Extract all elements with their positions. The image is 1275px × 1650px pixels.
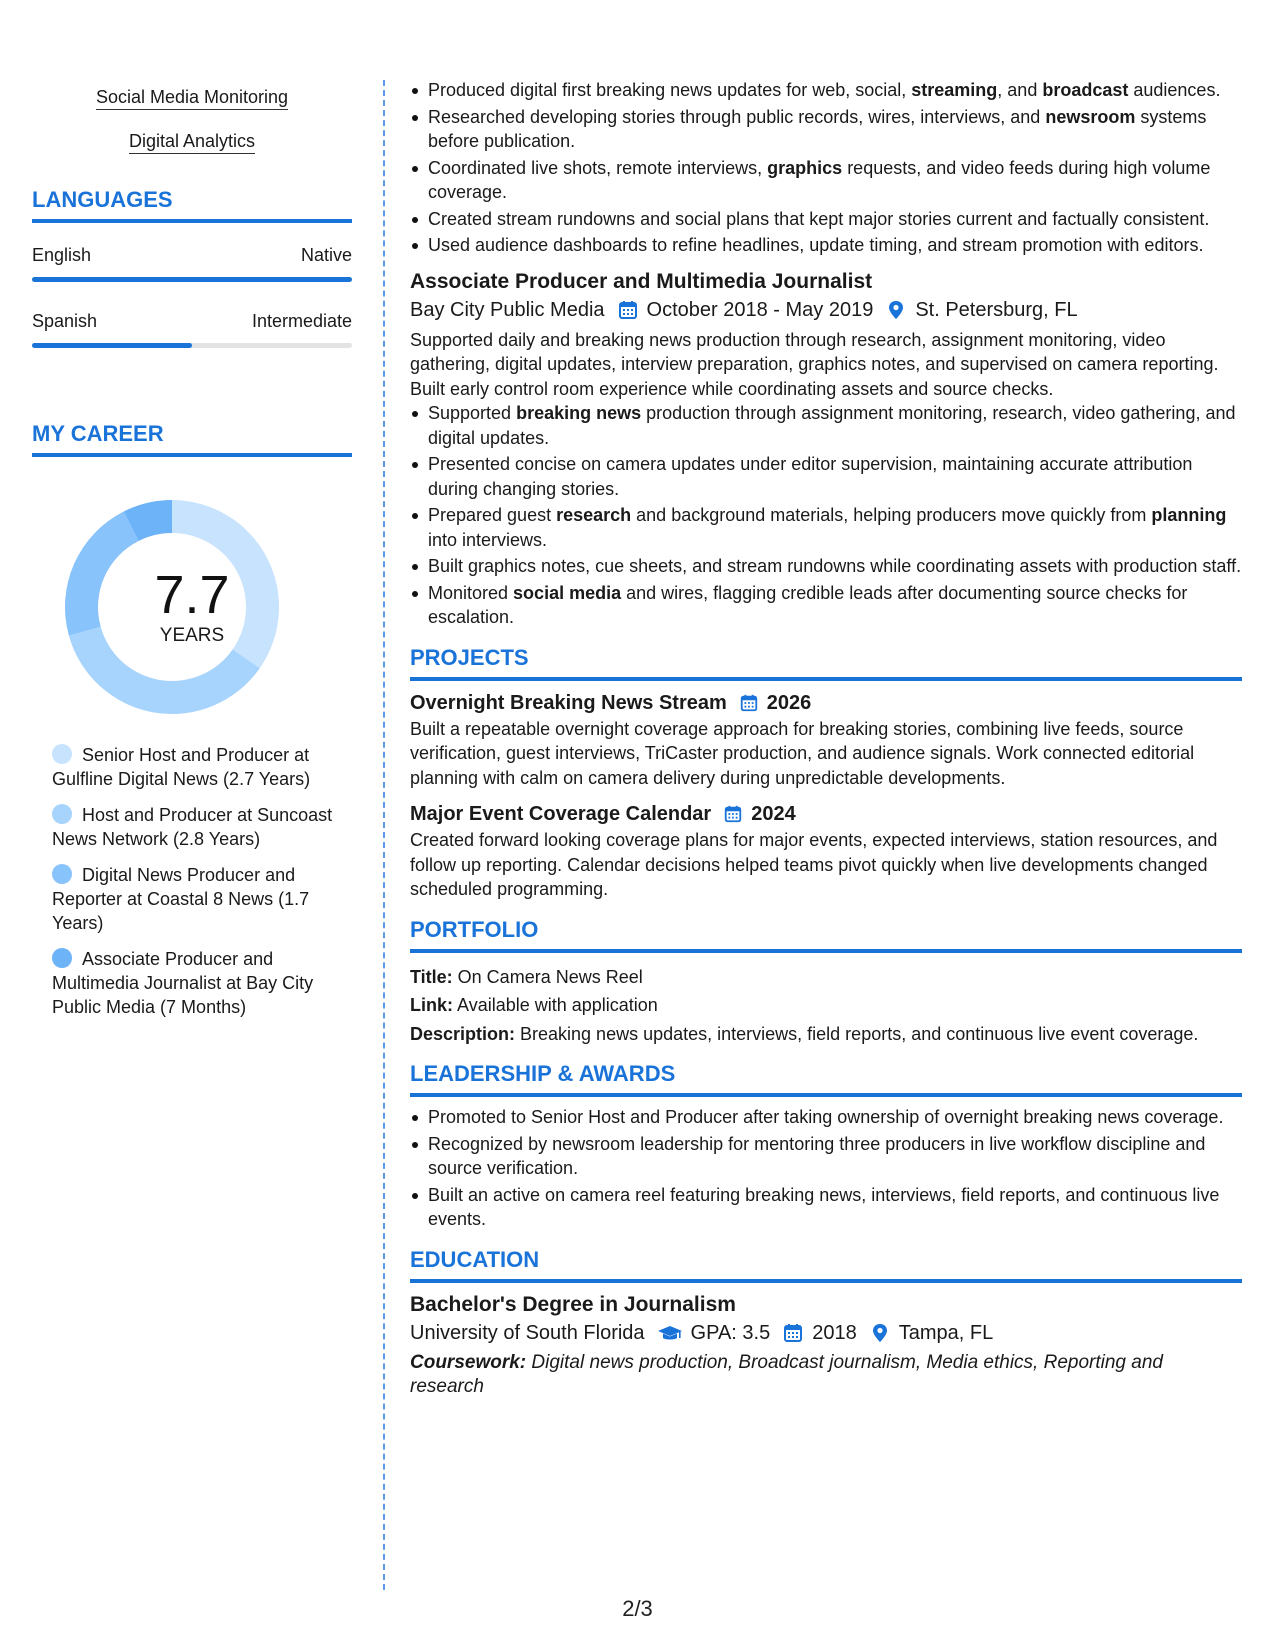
job-meta	[410, 296, 1242, 324]
bullet-item: Produced digital first breaking news updates for web, social, streaming, and broadcast audiences.	[410, 78, 1242, 103]
section-rule	[32, 219, 352, 223]
section-rule	[410, 1279, 1242, 1283]
calendar-icon	[723, 804, 743, 824]
proficiency-fill	[32, 343, 192, 348]
proficiency-fill	[32, 277, 352, 282]
portfolio-description: Description: Breaking news updates, interviews, field reports, and continuous live event coverage.	[410, 1023, 1199, 1044]
graduation-year: 2018	[812, 1321, 857, 1344]
section-rule	[410, 949, 1242, 953]
bullet-item: Researched developing stories through public records, wires, interviews, and newsroom systems before publication.	[410, 105, 1242, 154]
bullet-item: Monitored social media and wires, flagging credible leads after documenting source checks for escalation.	[410, 581, 1242, 630]
project-year: 2024	[751, 803, 796, 825]
career-legend	[32, 743, 352, 1019]
proficiency-bar	[32, 343, 352, 348]
job-bullets	[410, 401, 1242, 630]
bullet-item: Supported breaking news production through assignment monitoring, research, video gathering, and digital updates.	[410, 401, 1242, 450]
location-pin-icon	[869, 1322, 891, 1344]
leadership-section	[410, 1060, 1242, 1232]
section-title: LEADERSHIP & AWARDS	[410, 1061, 676, 1086]
portfolio-section	[410, 916, 1242, 1047]
left-column	[32, 84, 352, 1031]
language-name: English	[32, 245, 92, 265]
graduation-cap-icon	[657, 1322, 683, 1344]
proficiency-bar	[32, 277, 352, 282]
language-item	[32, 309, 352, 348]
career-total: 7.7	[154, 565, 230, 625]
legend-item: Associate Producer and Multimedia Journalist at Bay City Public Media (7 Months)	[52, 949, 314, 1017]
bullet-item: Used audience dashboards to refine headlines, update timing, and stream promotion with editors.	[410, 233, 1242, 258]
bullet-item: Created stream rundowns and social plans that kept major stories current and factually consistent.	[410, 207, 1242, 232]
portfolio-link[interactable]: Link: Available with application	[410, 995, 658, 1015]
experience-bullets	[410, 78, 1242, 258]
section-title: PORTFOLIO	[410, 916, 539, 942]
job-title: Associate Producer and Multimedia Journalist	[410, 269, 873, 293]
job-location: St. Petersburg, FL	[915, 298, 1078, 321]
language-level: Intermediate	[251, 311, 352, 331]
legend-dot	[52, 744, 72, 764]
portfolio-title: Title: On Camera News Reel	[410, 966, 643, 987]
calendar-icon	[782, 1322, 804, 1344]
bullet-item: Presented concise on camera updates under editor supervision, maintaining accurate attribution during changing stories.	[410, 452, 1242, 501]
project-description: Created forward looking coverage plans for major events, expected interviews, station resources, and follow up reporting. Calendar decisions helped teams pivot quickly when live developments changed scheduled programming.	[410, 830, 1218, 899]
section-title: EDUCATION	[410, 1246, 540, 1272]
language-item	[32, 243, 352, 282]
calendar-icon	[739, 693, 759, 713]
legend-dot	[52, 948, 72, 968]
section-title: MY CAREER	[32, 421, 164, 446]
degree-title: Bachelor's Degree in Journalism	[410, 1292, 736, 1316]
skill-link[interactable]: Digital Analytics	[32, 128, 352, 154]
skill-link[interactable]: Social Media Monitoring	[32, 84, 352, 110]
calendar-icon	[617, 299, 639, 321]
education-location: Tampa, FL	[898, 1321, 994, 1344]
bullet-item: Prepared guest research and background materials, helping producers move quickly from planning into interviews.	[410, 503, 1242, 552]
bullet-item: Recognized by newsroom leadership for mentoring three producers in live workflow discipline and source verification.	[410, 1132, 1242, 1181]
legend-item: Digital News Producer and Reporter at Coastal 8 News (1.7 Years)	[52, 865, 310, 933]
section-rule	[410, 677, 1242, 681]
section-title: LANGUAGES	[32, 187, 173, 212]
projects-section	[410, 644, 1242, 902]
legend-dot	[52, 804, 72, 824]
languages-section	[32, 186, 352, 348]
job-dates: October 2018 - May 2019	[646, 298, 874, 321]
project-title: Major Event Coverage Calendar 2024	[410, 800, 1242, 828]
column-divider	[383, 80, 385, 1590]
page-number: 2/3	[622, 1596, 653, 1621]
bullet-item: Built graphics notes, cue sheets, and stream rundowns while coordinating assets with production staff.	[410, 554, 1242, 579]
career-donut-chart	[32, 457, 352, 719]
legend-dot	[52, 864, 72, 884]
leadership-bullets	[410, 1105, 1242, 1232]
education-meta	[410, 1319, 1242, 1347]
language-name: Spanish	[32, 311, 98, 331]
coursework: Coursework: Digital news production, Broadcast journalism, Media ethics, Reporting and research	[410, 1351, 1163, 1397]
bullet-item: Coordinated live shots, remote interviews, graphics requests, and video feeds during high volume coverage.	[410, 156, 1242, 205]
company-name: Bay City Public Media	[410, 298, 605, 321]
section-title: PROJECTS	[410, 644, 529, 670]
project-year: 2026	[766, 691, 812, 714]
location-pin-icon	[885, 299, 907, 321]
bullet-item: Promoted to Senior Host and Producer after taking ownership of overnight breaking news coverage.	[410, 1105, 1242, 1130]
bullet-item: Built an active on camera reel featuring breaking news, interviews, field reports, and continuous live events.	[410, 1183, 1242, 1232]
gpa: GPA: 3.5	[690, 1321, 771, 1344]
language-level: Native	[300, 245, 352, 265]
career-unit: YEARS	[159, 625, 225, 646]
career-section	[32, 420, 352, 1019]
project-description: Built a repeatable overnight coverage approach for breaking stories, combining live feeds, source verification, guest interviews, TriCaster production, and audience signals. Work connected editorial planning with calm on camera delivery during unpredictable developments.	[410, 718, 1195, 788]
section-rule	[410, 1093, 1242, 1097]
legend-item: Host and Producer at Suncoast News Network (2.8 Years)	[52, 805, 333, 849]
job-summary: Supported daily and breaking news production through research, assignment monitoring, video gathering, digital updates, interview preparation, graphics notes, and supervised on camera reporting. Built early control room experience while coordinating assets and source checks.	[410, 329, 1219, 399]
school-name: University of South Florida	[410, 1321, 645, 1344]
education-section	[410, 1246, 1242, 1399]
right-column	[410, 78, 1242, 1399]
project-title: Overnight Breaking News Stream 2026	[410, 689, 1242, 717]
legend-item: Senior Host and Producer at Gulfline Digital News (2.7 Years)	[52, 745, 311, 789]
